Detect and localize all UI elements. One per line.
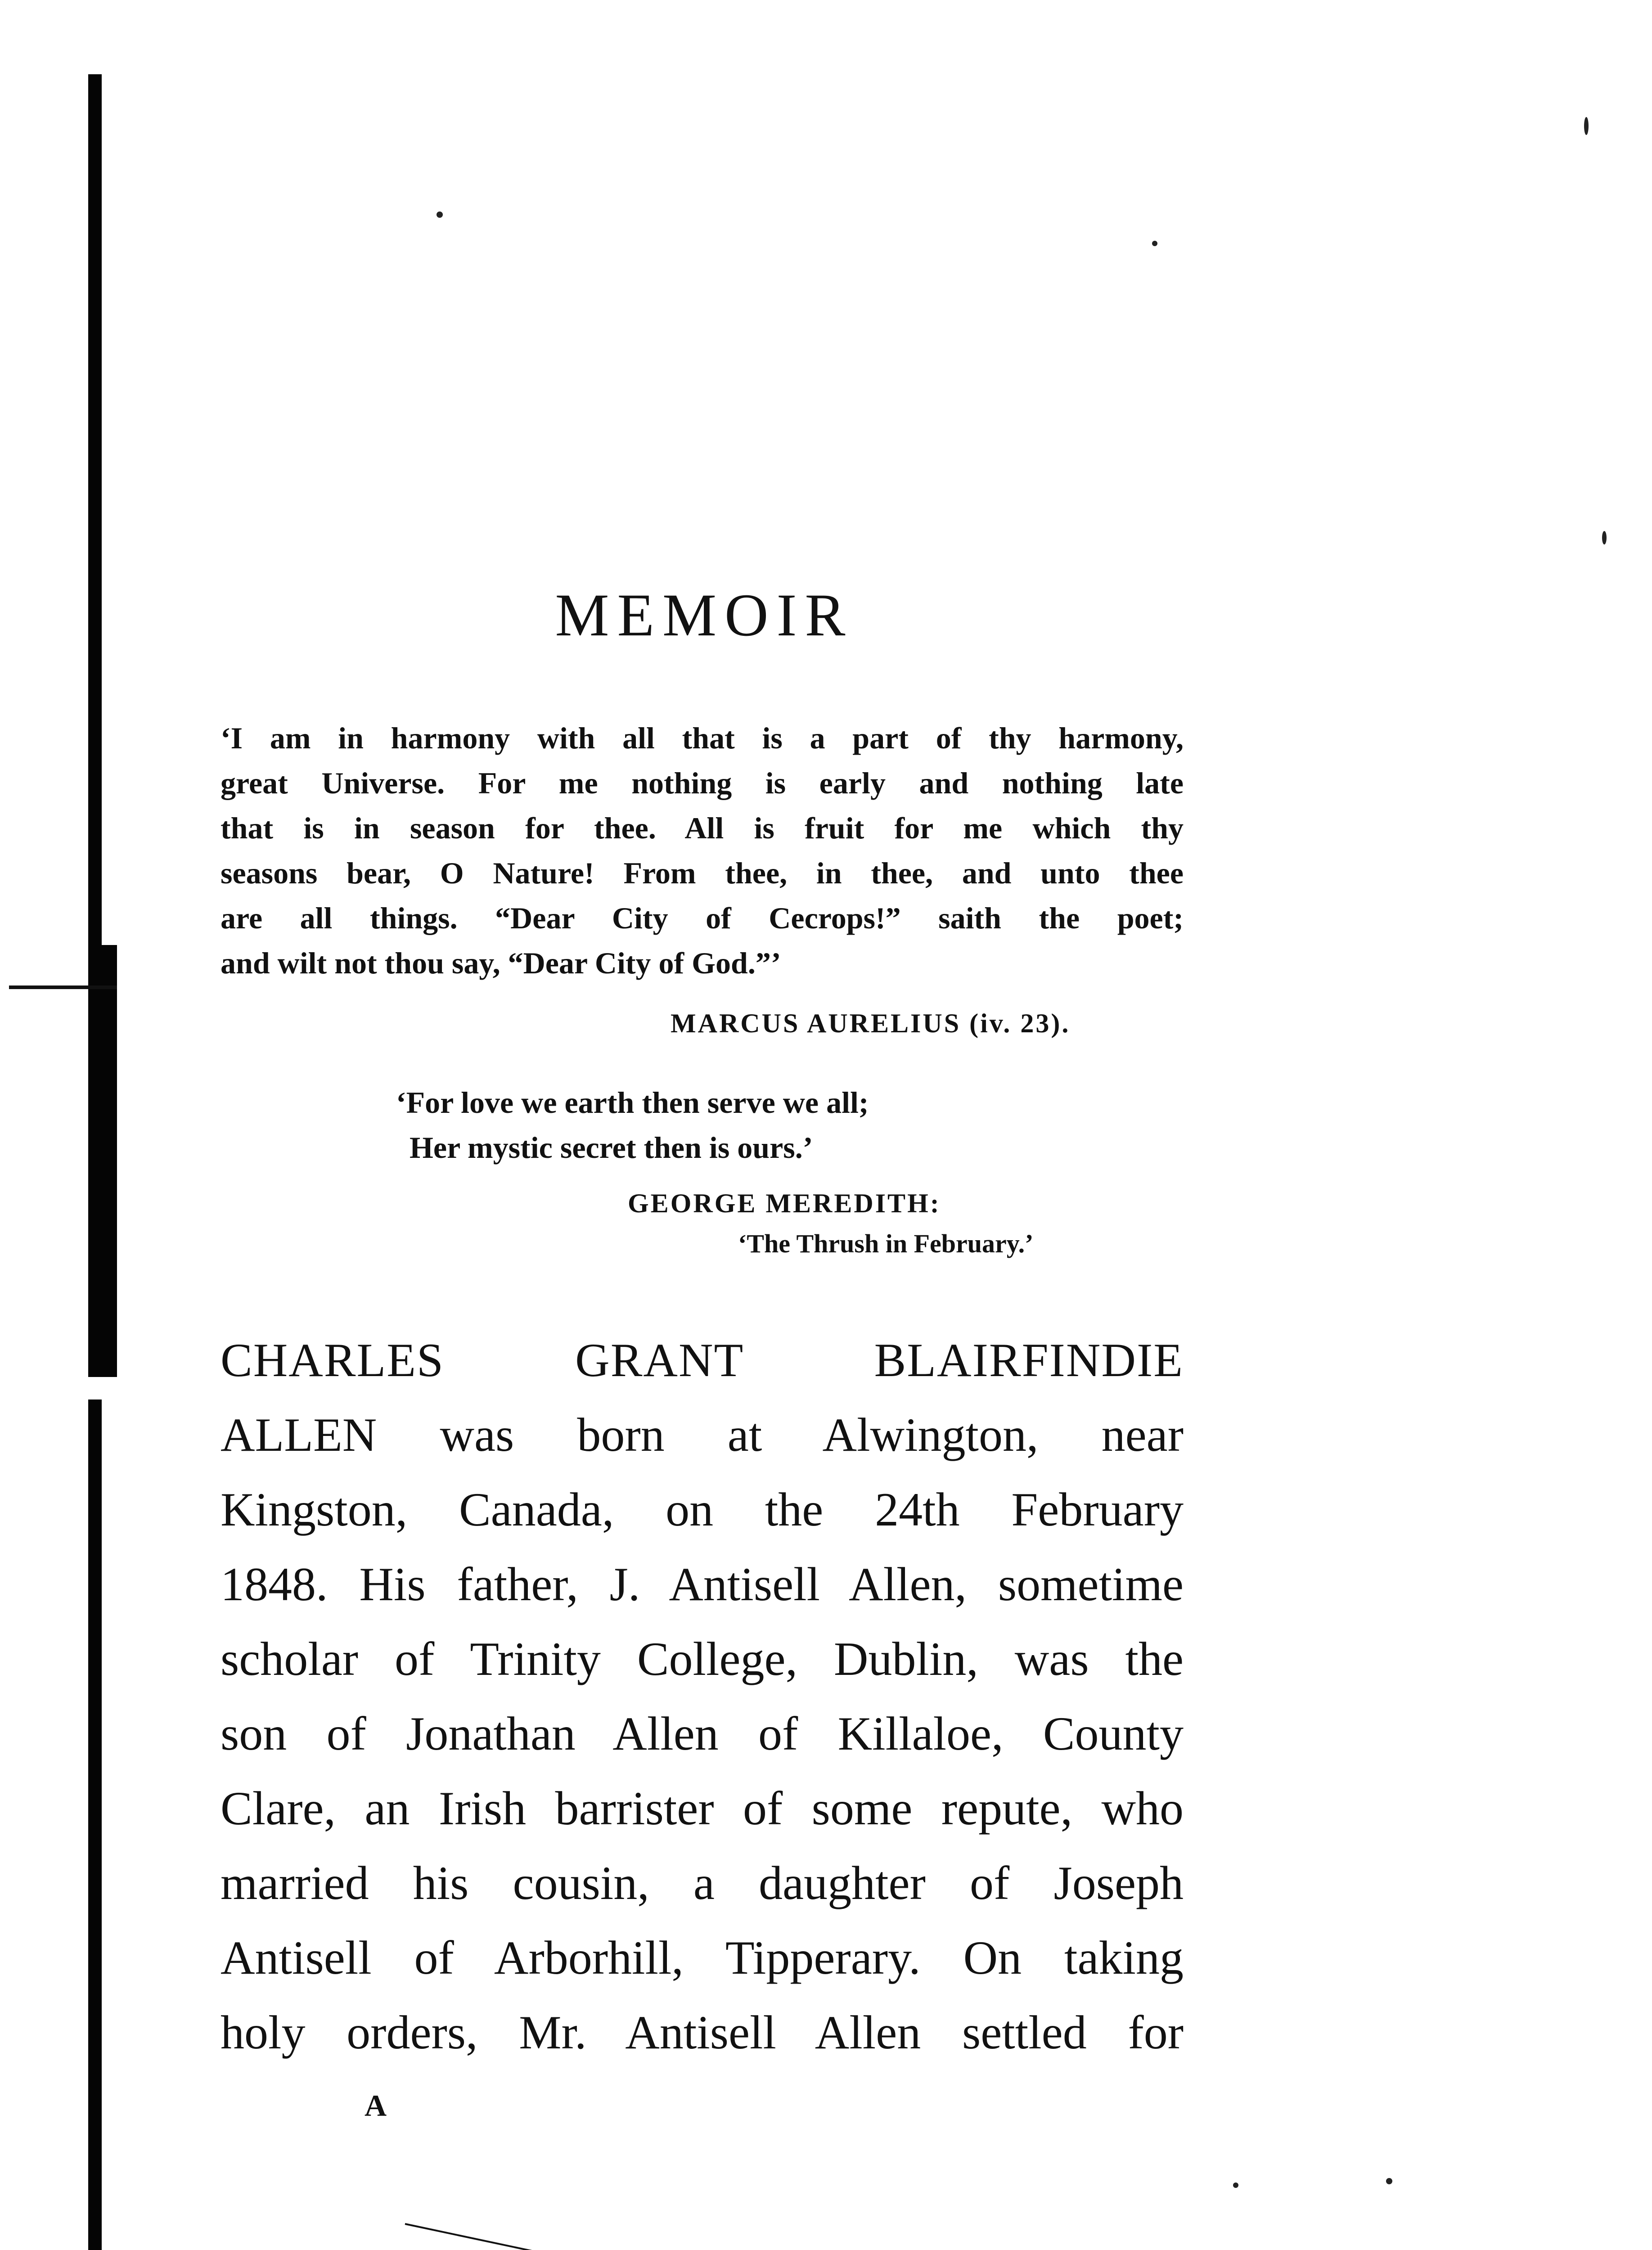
scan-speck xyxy=(1152,241,1157,246)
scan-speck xyxy=(1584,117,1589,135)
body-line: Antisell of Arborhill, Tipperary. On taking xyxy=(221,1931,1184,1984)
verse-author: GEORGE MEREDITH: xyxy=(628,1188,941,1218)
body-line: holy orders, Mr. Antisell Allen settled for xyxy=(221,2006,1184,2059)
body-line: CHARLES GRANT BLAIRFINDIE xyxy=(221,1334,1184,1386)
scan-artifact-line xyxy=(9,986,117,989)
binding-edge-shadow xyxy=(98,945,117,1377)
epigraph-line: great Universe. For me nothing is early and nothing late xyxy=(221,766,1184,800)
body-line: 1848. His father, J. Antisell Allen, sometime xyxy=(221,1558,1184,1611)
verse-source: ‘The Thrush in February.’ xyxy=(738,1229,1034,1258)
epigraph-line: seasons bear, O Nature! From thee, in thee, and unto thee xyxy=(221,856,1184,890)
body-line: married his cousin, a daughter of Joseph xyxy=(221,1857,1184,1909)
epigraph-line: that is in season for thee. All is fruit for me which thy xyxy=(221,811,1184,845)
page-title: MEMOIR xyxy=(555,582,854,649)
scan-speck xyxy=(1233,2182,1238,2188)
verse-line: Her mystic secret then is ours.’ xyxy=(410,1130,813,1165)
epigraph-quote xyxy=(221,716,1184,986)
body-line: scholar of Trinity College, Dublin, was the xyxy=(221,1633,1184,1685)
epigraph-line: and wilt not thou say, “Dear City of God.”’ xyxy=(221,946,781,980)
signature-mark: A xyxy=(365,2088,387,2123)
body-line: son of Jonathan Allen of Killaloe, County xyxy=(221,1707,1184,1760)
scan-speck xyxy=(1386,2178,1392,2184)
epigraph-line: are all things. “Dear City of Cecrops!” saith the poet; xyxy=(221,901,1184,935)
scan-speck xyxy=(1602,531,1607,544)
binding-edge-shadow xyxy=(88,1400,102,2250)
epigraph-attribution: MARCUS AURELIUS (iv. 23). xyxy=(671,1008,1071,1038)
epigraph-line: ‘I am in harmony with all that is a part of thy harmony, xyxy=(221,721,1184,755)
verse-quote xyxy=(396,1080,869,1170)
body-line: Kingston, Canada, on the 24th February xyxy=(221,1483,1184,1536)
scan-speck xyxy=(437,212,443,218)
scan-artifact-line xyxy=(405,2223,784,2250)
body-line: Clare, an Irish barrister of some repute, who xyxy=(221,1782,1184,1835)
body-line: ALLEN was born at Alwington, near xyxy=(221,1408,1184,1461)
verse-line: ‘For love we earth then serve we all; xyxy=(396,1085,869,1120)
body-paragraph xyxy=(221,1323,1184,2070)
